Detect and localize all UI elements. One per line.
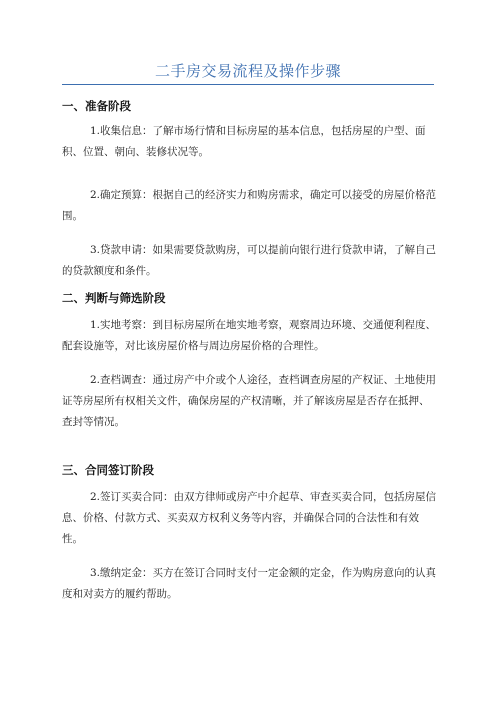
title-underline [62,84,434,85]
document-title: 二手房交易流程及操作步骤 [154,62,341,80]
section-heading-preparation: 一、准备阶段 [62,99,131,113]
paragraph-budget: 2.确定预算：根据自己的经济实力和购房需求，确定可以接受的房屋价格范围。 [62,189,437,222]
paragraph-deposit: 3.缴纳定金：买方在签订合同时支付一定金额的定金，作为购房意向的认真度和对卖方的履约帮助。 [62,567,437,600]
section-heading-screening: 二、判断与筛选阶段 [62,291,166,305]
paragraph-site-visit: 1.实地考察：到目标房屋所在地实地考察，观察周边环境、交通便利程度、配套设施等，对比该房屋价格与周边房屋价格的合理性。 [62,319,437,352]
paragraph-collect-info: 1.收集信息：了解市场行情和目标房屋的基本信息，包括房屋的户型、面积、位置、朝向、装修状况等。 [62,125,426,158]
section-heading-contract: 三、合同签订阶段 [62,463,154,477]
paragraph-loan: 3.贷款申请：如果需要贷款购房，可以提前向银行进行贷款申请，了解自己的贷款额度和条件。 [62,244,437,277]
paragraph-title-check: 2.查档调查：通过房产中介或个人途径，查档调查房屋的产权证、土地使用证等房屋所有权相关文件，确保房屋的产权清晰，并了解该房屋是否存在抵押、查封等情况。 [62,374,437,428]
paragraph-sign-contract: 2.签订买卖合同：由双方律师或房产中介起草、审查买卖合同，包括房屋信息、价格、付款方式、买卖双方权利义务等内容，并确保合同的合法性和有效性。 [62,491,437,545]
